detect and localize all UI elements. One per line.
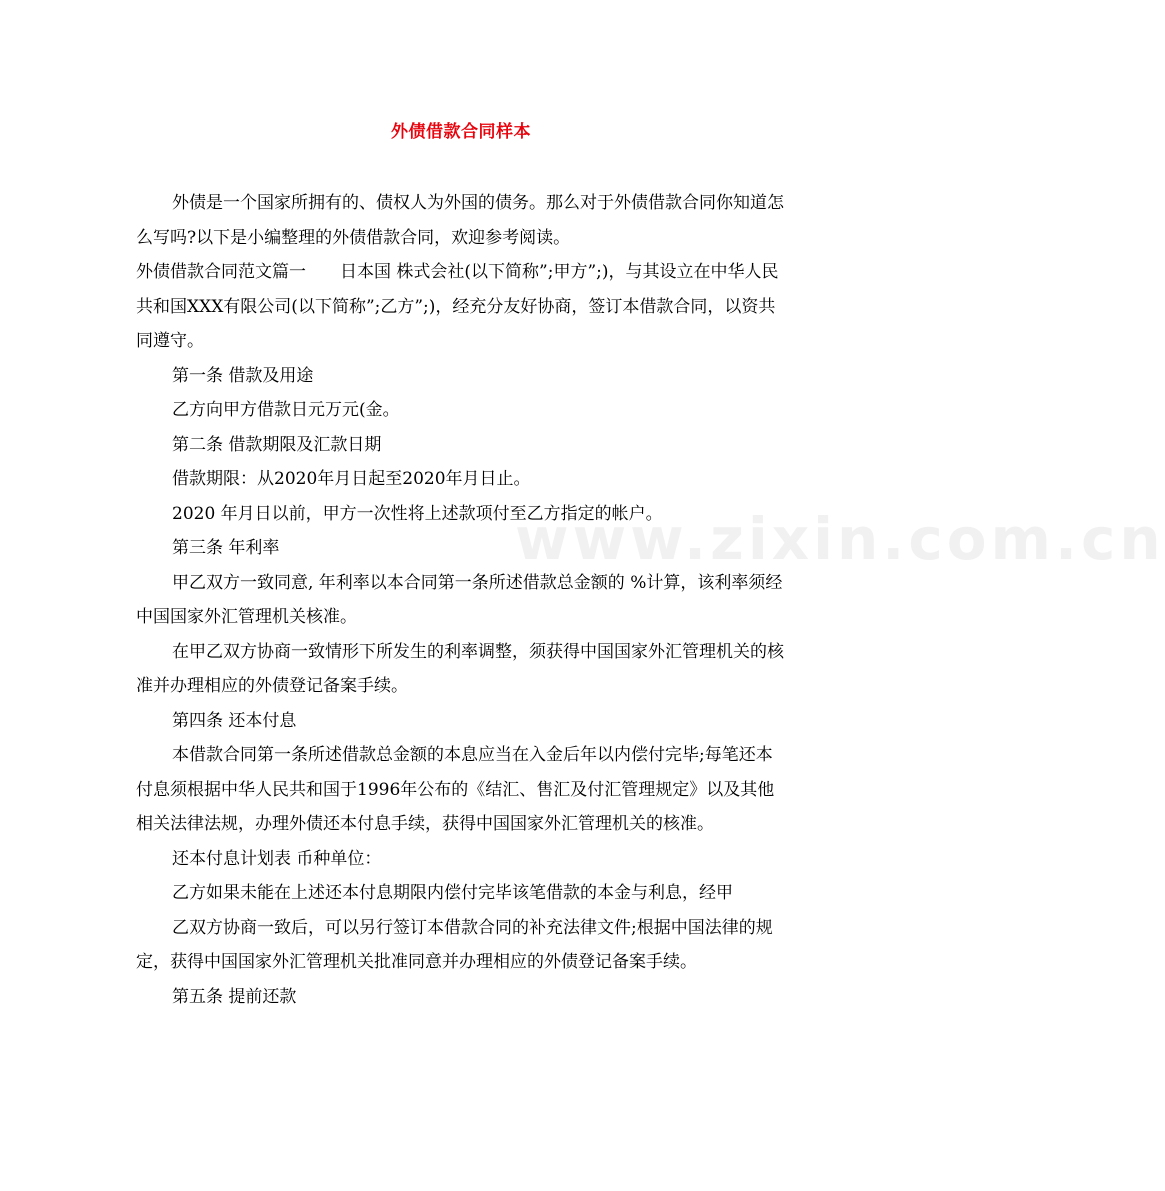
- watermark-text: www.zixin.com.cn: [515, 505, 1165, 573]
- article-4-heading: 第四条 还本付息: [172, 710, 297, 731]
- article-2-heading: 第二条 借款期限及汇款日期: [172, 434, 382, 455]
- paragraph-late-repayment: 乙方如果未能在上述还本付息期限内偿付完毕该笔借款的本金与利息，经甲: [172, 883, 733, 903]
- paragraph-repayment: 本借款合同第一条所述借款总金额的本息应当在入金后年以内偿付完毕;每笔还本付息须根据中华人民共和国于1996年公布的《结汇、售汇及付汇管理规定》以及其他相关法律法规，办理外债还本付息手续，获得中国国家外汇管理机关的核准。: [136, 745, 775, 834]
- paragraph-loan-amount: 乙方向甲方借款日元万元(金。: [172, 400, 400, 420]
- paragraph-remittance-date: 2020 年月日以前，甲方一次性将上述款项付至乙方指定的帐户。: [172, 503, 663, 524]
- document-title: 外债借款合同样本: [391, 122, 531, 142]
- paragraph-interest-rate: 甲乙双方一致同意, 年利率以本合同第一条所述借款总金额的 %计算，该利率须经中国国家外汇管理机关核准。: [136, 572, 783, 627]
- paragraph-repayment-schedule: 还本付息计划表 币种单位：: [172, 848, 382, 869]
- article-3-heading: 第三条 年利率: [172, 538, 280, 558]
- paragraph-rate-adjustment: 在甲乙双方协商一致情形下所发生的利率调整，须获得中国国家外汇管理机关的核准并办理相应的外债登记备案手续。: [136, 641, 784, 696]
- paragraph-loan-term: 借款期限：从2020年月日起至2020年月日止。: [172, 469, 531, 489]
- document-body: [136, 186, 784, 1014]
- paragraph-intro: 外债是一个国家所拥有的、债权人为外国的债务。那么对于外债借款合同你知道怎么写吗?以下是小编整理的外债借款合同，欢迎参考阅读。: [136, 193, 784, 248]
- article-5-heading: 第五条 提前还款: [172, 986, 297, 1007]
- article-1-heading: 第一条 借款及用途: [172, 365, 314, 386]
- paragraph-preamble: 外债借款合同范文篇一 日本国 株式会社(以下简称”;甲方”;)，与其设立在中华人民共和国XXX有限公司(以下简称”;乙方”;)，经充分友好协商，签订本借款合同，以资共同遵守。: [136, 262, 779, 351]
- paragraph-supplementary: 乙双方协商一致后，可以另行签订本借款合同的补充法律文件;根据中国法律的规定，获得中国国家外汇管理机关批准同意并办理相应的外债登记备案手续。: [136, 917, 773, 972]
